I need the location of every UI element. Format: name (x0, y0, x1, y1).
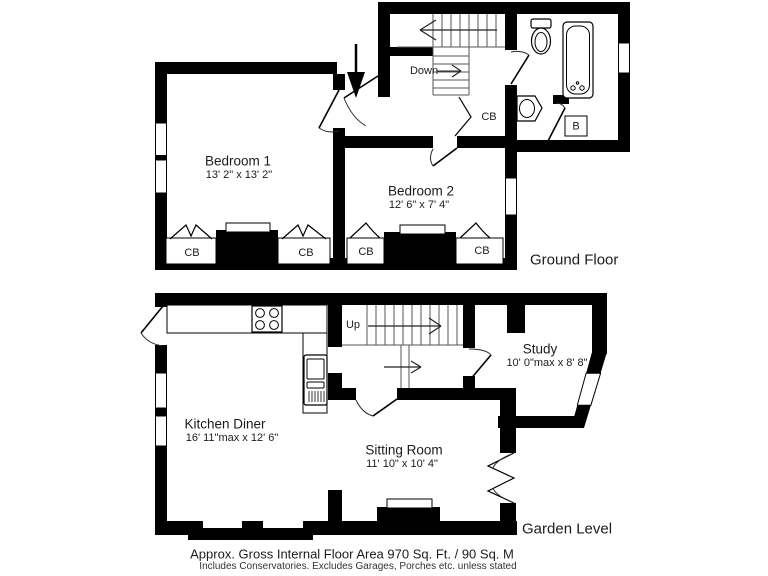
cupboard-label: CB (474, 245, 490, 257)
room-study (506, 342, 587, 370)
room-dims: 16' 11"max x 12' 6" (185, 432, 279, 444)
cupboard-label: CB (184, 247, 200, 259)
stairs-down-label: Down (409, 65, 439, 77)
understair-cupboard (455, 97, 497, 136)
ground-floor-plan (155, 2, 630, 270)
hob-icon (252, 306, 282, 332)
window (156, 123, 167, 156)
bathroom (517, 19, 593, 136)
french-doors (488, 453, 514, 503)
room-kitchen-diner (184, 417, 278, 445)
room-dims: 10' 0"max x 8' 8" (506, 357, 588, 369)
fireplace (226, 223, 270, 232)
footer-area-text: Approx. Gross Internal Floor Area 970 Sq. Ft. / 90 Sq. M (190, 546, 514, 562)
window (506, 178, 517, 215)
room-name: Bedroom 2 (387, 183, 455, 199)
cupboard-label: CB (358, 246, 374, 258)
room-name: Kitchen Diner (184, 416, 266, 432)
stairs-up-label: Up (345, 319, 361, 331)
cupboard-label: CB (481, 111, 497, 123)
stairs-up (342, 305, 463, 388)
bathtub-icon (563, 22, 593, 98)
boiler-cupboard (565, 116, 587, 136)
fireplace (400, 225, 445, 234)
room-dims: 13' 2" x 13' 2" (205, 169, 273, 181)
room-bedroom-1 (205, 154, 272, 182)
cupboard-label: CB (298, 247, 314, 259)
room-bedroom-2 (388, 184, 454, 212)
sink-icon (517, 96, 542, 121)
room-name: Bedroom 1 (204, 153, 272, 169)
room-dims: 11' 10" x 10' 4" (366, 458, 438, 470)
room-name: Study (522, 341, 558, 357)
footer (190, 547, 517, 573)
appliance-icon (304, 355, 327, 405)
room-sitting-room (365, 443, 442, 471)
room-name: Sitting Room (365, 442, 443, 458)
window (156, 416, 167, 446)
fireplace (387, 499, 432, 508)
footer-disclaimer-text: Includes Conservatories. Excludes Garages, Porches etc. unless stated (199, 561, 517, 572)
ground-floor-title: Ground Floor (530, 251, 619, 269)
garden-level-plan (141, 293, 612, 540)
room-dims: 12' 6" x 7' 4" (388, 199, 450, 211)
window (156, 373, 167, 408)
garden-level-title: Garden Level (522, 520, 613, 538)
toilet-icon (531, 19, 551, 54)
kitchen-counter (167, 305, 327, 333)
kitchen-fittings (167, 305, 327, 413)
window (156, 160, 167, 193)
window (619, 43, 630, 73)
window (577, 373, 600, 405)
boiler-label: B (572, 120, 580, 133)
